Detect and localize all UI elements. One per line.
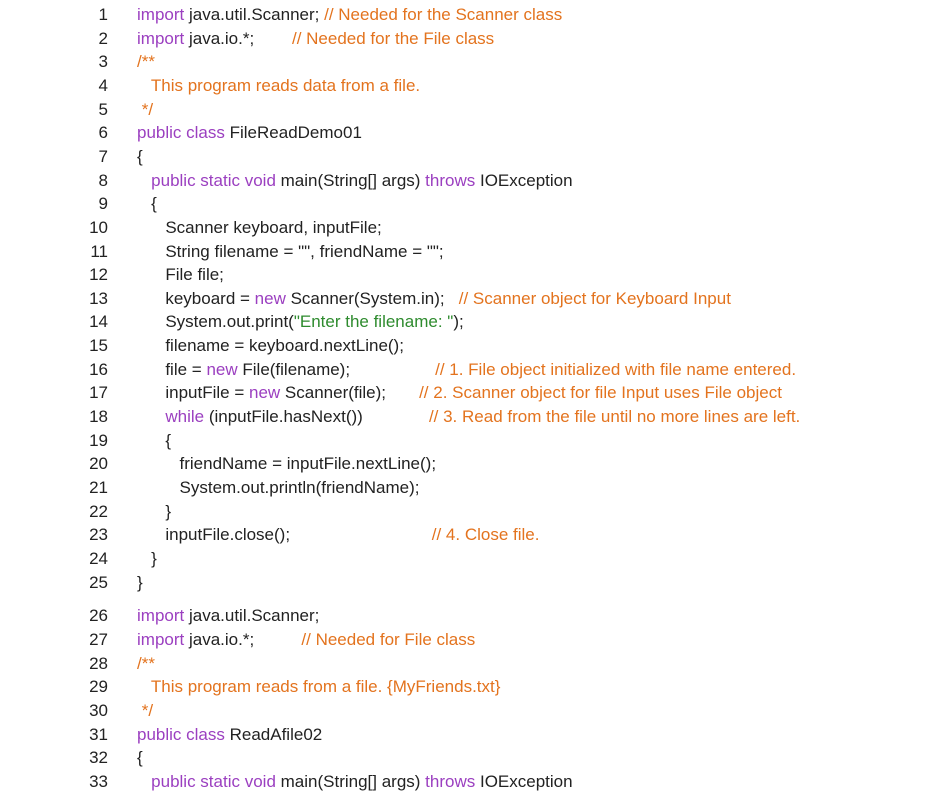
line-number: 19 bbox=[89, 431, 108, 450]
line-number: 12 bbox=[89, 265, 108, 284]
code-line bbox=[0, 98, 929, 121]
code-token: // Needed for the File class bbox=[291, 29, 495, 48]
code-token: // 3. Read from the file until no more lines are left. bbox=[428, 407, 801, 426]
line-number: 4 bbox=[98, 76, 108, 95]
code-line bbox=[0, 216, 929, 239]
code-text bbox=[137, 429, 171, 452]
line-number: 30 bbox=[89, 701, 108, 720]
code-text bbox=[137, 675, 500, 698]
code-line bbox=[0, 628, 929, 651]
code-text bbox=[137, 723, 322, 746]
code-token: public static void bbox=[137, 171, 281, 190]
line-number: 1 bbox=[98, 5, 108, 24]
code-token: System.out.print( bbox=[137, 312, 294, 331]
line-number: 7 bbox=[98, 147, 108, 166]
line-number: 25 bbox=[89, 573, 108, 592]
code-line bbox=[0, 287, 929, 310]
code-text bbox=[137, 192, 157, 215]
code-token: IOException bbox=[479, 772, 573, 791]
code-token: ReadAfile02 bbox=[229, 725, 323, 744]
code-token: */ bbox=[137, 701, 154, 720]
code-text bbox=[137, 746, 143, 769]
line-number: 5 bbox=[98, 100, 108, 119]
code-line bbox=[0, 240, 929, 263]
code-text bbox=[137, 263, 224, 286]
code-line bbox=[0, 27, 929, 50]
code-text bbox=[137, 98, 153, 121]
line-number: 6 bbox=[98, 123, 108, 142]
line-number: 26 bbox=[89, 606, 108, 625]
code-token: This program reads data from a file. bbox=[137, 76, 421, 95]
code-token: { bbox=[137, 194, 157, 213]
code-line bbox=[0, 405, 929, 428]
line-number: 14 bbox=[89, 312, 108, 331]
line-number: 18 bbox=[89, 407, 108, 426]
code-token: Scanner(file); bbox=[284, 383, 420, 402]
code-token: throws bbox=[425, 171, 480, 190]
code-line bbox=[0, 310, 929, 333]
line-number: 33 bbox=[89, 772, 108, 791]
code-token: // Needed for the Scanner class bbox=[324, 5, 563, 24]
code-text bbox=[137, 405, 800, 428]
code-token: main(String[] args) bbox=[280, 772, 426, 791]
code-line bbox=[0, 3, 929, 26]
code-token: // Needed for File class bbox=[301, 630, 476, 649]
code-token: /** bbox=[137, 654, 155, 673]
code-token: friendName = inputFile.nextLine(); bbox=[137, 454, 437, 473]
code-text bbox=[137, 145, 143, 168]
line-number: 32 bbox=[89, 748, 108, 767]
code-token: (inputFile.hasNext()) bbox=[208, 407, 429, 426]
line-number: 21 bbox=[89, 478, 108, 497]
code-token: public class bbox=[137, 725, 230, 744]
code-line bbox=[0, 476, 929, 499]
code-token: keyboard = bbox=[137, 289, 255, 308]
line-number: 17 bbox=[89, 383, 108, 402]
code-text bbox=[137, 452, 436, 475]
code-text bbox=[137, 169, 573, 192]
line-number: 20 bbox=[89, 454, 108, 473]
code-token: { bbox=[137, 147, 143, 166]
code-text bbox=[137, 240, 444, 263]
line-number: 3 bbox=[98, 52, 108, 71]
line-number: 15 bbox=[89, 336, 108, 355]
code-line bbox=[0, 334, 929, 357]
code-line bbox=[0, 604, 929, 627]
line-number: 23 bbox=[89, 525, 108, 544]
code-line bbox=[0, 50, 929, 73]
code-line bbox=[0, 571, 929, 594]
code-token: } bbox=[137, 573, 143, 592]
line-number: 13 bbox=[89, 289, 108, 308]
code-text bbox=[137, 500, 171, 523]
code-line bbox=[0, 547, 929, 570]
code-token: System.out.println(friendName); bbox=[137, 478, 420, 497]
code-token: File(filename); bbox=[242, 360, 436, 379]
code-line bbox=[0, 746, 929, 769]
code-token: { bbox=[137, 431, 172, 450]
line-number: 8 bbox=[98, 171, 108, 190]
code-line bbox=[0, 523, 929, 546]
code-token: java.util.Scanner; bbox=[188, 5, 325, 24]
code-token: inputFile.close(); bbox=[137, 525, 432, 544]
code-text bbox=[137, 287, 731, 310]
code-token: while bbox=[137, 407, 209, 426]
code-token: } bbox=[137, 502, 172, 521]
code-text bbox=[137, 770, 573, 793]
code-line bbox=[0, 169, 929, 192]
code-token: Scanner keyboard, inputFile; bbox=[137, 218, 382, 237]
code-text bbox=[137, 523, 539, 546]
code-text bbox=[137, 310, 464, 333]
code-line bbox=[0, 452, 929, 475]
code-token: // 2. Scanner object for file Input uses File object bbox=[419, 383, 782, 402]
code-line bbox=[0, 675, 929, 698]
code-token: main(String[] args) bbox=[280, 171, 426, 190]
code-line bbox=[0, 358, 929, 381]
code-line bbox=[0, 192, 929, 215]
code-line bbox=[0, 699, 929, 722]
line-number: 28 bbox=[89, 654, 108, 673]
code-line bbox=[0, 770, 929, 793]
code-text bbox=[137, 628, 475, 651]
code-line bbox=[0, 429, 929, 452]
code-line bbox=[0, 500, 929, 523]
code-token: /** bbox=[137, 52, 155, 71]
code-text bbox=[137, 74, 420, 97]
code-token: This program reads from a file. {MyFriends.txt} bbox=[137, 677, 501, 696]
code-token: // 4. Close file. bbox=[431, 525, 540, 544]
code-text bbox=[137, 699, 153, 722]
line-number: 10 bbox=[89, 218, 108, 237]
code-token: { bbox=[137, 748, 143, 767]
code-token: java.util.Scanner; bbox=[188, 606, 320, 625]
code-text bbox=[137, 604, 319, 627]
code-token: // 1. File object initialized with file name entered. bbox=[435, 360, 797, 379]
code-line bbox=[0, 74, 929, 97]
code-token: import bbox=[137, 29, 189, 48]
code-line bbox=[0, 145, 929, 168]
code-token: File file; bbox=[137, 265, 224, 284]
code-token: import bbox=[137, 5, 189, 24]
code-token: new bbox=[254, 289, 291, 308]
code-token: import bbox=[137, 630, 189, 649]
code-token: ); bbox=[453, 312, 464, 331]
code-text bbox=[137, 358, 796, 381]
line-number: 24 bbox=[89, 549, 108, 568]
code-token: java.io.*; bbox=[188, 630, 302, 649]
line-number: 31 bbox=[89, 725, 108, 744]
code-token: // Scanner object for Keyboard Input bbox=[458, 289, 731, 308]
code-token: import bbox=[137, 606, 189, 625]
code-token: */ bbox=[137, 100, 154, 119]
code-line bbox=[0, 723, 929, 746]
code-text bbox=[137, 652, 155, 675]
code-token: } bbox=[137, 549, 157, 568]
code-text bbox=[137, 3, 562, 26]
code-token: String filename = "", friendName = ""; bbox=[137, 242, 444, 261]
code-token: IOException bbox=[479, 171, 573, 190]
line-number: 16 bbox=[89, 360, 108, 379]
code-token: new bbox=[206, 360, 243, 379]
code-line bbox=[0, 381, 929, 404]
code-token: throws bbox=[425, 772, 480, 791]
code-token: Scanner(System.in); bbox=[290, 289, 459, 308]
code-text bbox=[137, 381, 782, 404]
code-line bbox=[0, 121, 929, 144]
line-number: 2 bbox=[98, 29, 108, 48]
code-token: file = bbox=[137, 360, 207, 379]
code-token: public static void bbox=[137, 772, 281, 791]
code-line bbox=[0, 263, 929, 286]
code-text bbox=[137, 476, 419, 499]
code-token: java.io.*; bbox=[188, 29, 292, 48]
code-token: inputFile = bbox=[137, 383, 249, 402]
code-token: public class bbox=[137, 123, 230, 142]
code-text bbox=[137, 27, 494, 50]
code-text bbox=[137, 216, 382, 239]
code-text bbox=[137, 571, 143, 594]
code-token: new bbox=[248, 383, 285, 402]
code-token: filename = keyboard.nextLine(); bbox=[137, 336, 404, 355]
code-token: "Enter the filename: " bbox=[293, 312, 454, 331]
code-text bbox=[137, 121, 362, 144]
line-number: 11 bbox=[90, 242, 108, 261]
line-number: 22 bbox=[89, 502, 108, 521]
code-text bbox=[137, 334, 404, 357]
line-number: 27 bbox=[89, 630, 108, 649]
code-text bbox=[137, 50, 155, 73]
code-text bbox=[137, 547, 157, 570]
code-token: FileReadDemo01 bbox=[229, 123, 362, 142]
code-line bbox=[0, 652, 929, 675]
line-number: 29 bbox=[89, 677, 108, 696]
line-number: 9 bbox=[98, 194, 108, 213]
